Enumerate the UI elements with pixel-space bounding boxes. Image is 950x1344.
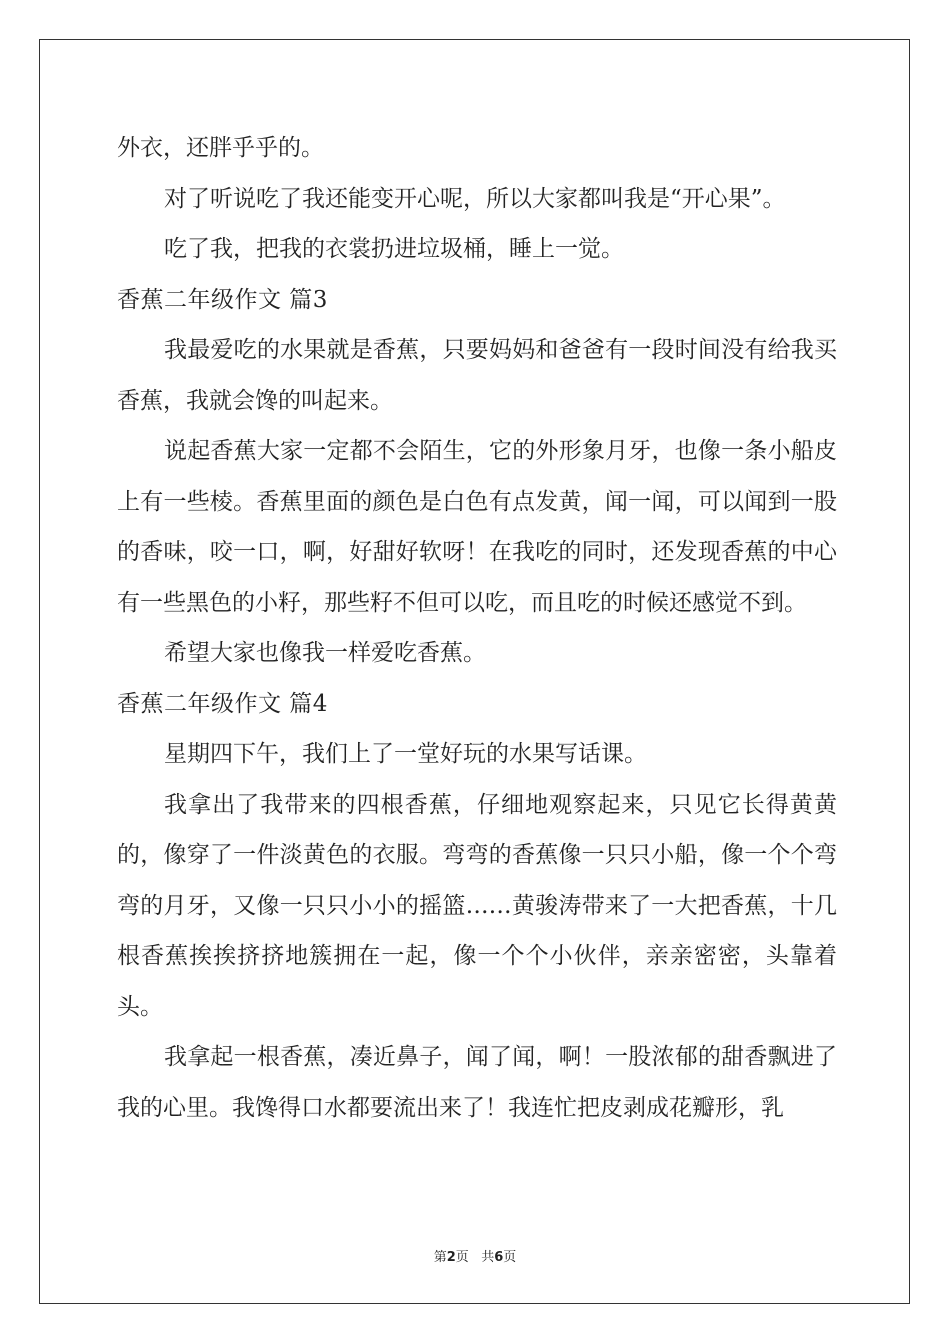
- paragraph: 外衣，还胖乎乎的。: [117, 135, 324, 161]
- page-suffix: 页: [455, 1250, 469, 1265]
- total-suffix: 页: [503, 1250, 517, 1265]
- total-prefix: 共: [481, 1250, 495, 1265]
- section-heading: 香蕉二年级作文 篇3: [117, 286, 328, 313]
- paragraph: 星期四下午，我们上了一堂好玩的水果写话课。: [164, 741, 647, 767]
- paragraph: 对了听说吃了我还能变开心呢，所以大家都叫我是“开心果”。: [164, 185, 786, 212]
- paragraph: 说起香蕉大家一定都不会陌生，它的外形象月牙，也像一条小船皮上有一些棱。香蕉里面的颜色是白色有点发黄，闻一闻，可以闻到一股的香味，咬一口，啊，好甜好软呀！在我吃的同时，还发现香蕉的中心有一些黑色的小籽，那些籽不但可以吃，而且吃的时候还感觉不到。: [117, 438, 837, 616]
- page-footer: [0, 1246, 950, 1265]
- paragraph: 希望大家也像我一样爱吃香蕉。: [164, 640, 486, 666]
- page-number: 2: [446, 1250, 456, 1265]
- document-body: [117, 123, 837, 1133]
- section-heading: 香蕉二年级作文 篇4: [117, 690, 328, 717]
- paragraph: 我拿出了我带来的四根香蕉，仔细地观察起来，只见它长得黄黄的，像穿了一件淡黄色的衣服。弯弯的香蕉像一只只小船，像一个个弯弯的月牙，又像一只只小小的摇篮……黄骏涛带来了一大把香蕉，十几根香蕉挨挨挤挤地簇拥在一起，像一个个小伙伴，亲亲密密，头靠着头。: [117, 791, 837, 1020]
- paragraph: 我拿起一根香蕉，凑近鼻子，闻了闻，啊！一股浓郁的甜香飘进了我的心里。我馋得口水都要流出来了！我连忙把皮剥成花瓣形，乳: [117, 1044, 837, 1121]
- paragraph: 吃了我，把我的衣裳扔进垃圾桶，睡上一觉。: [164, 236, 624, 262]
- paragraph: 我最爱吃的水果就是香蕉，只要妈妈和爸爸有一段时间没有给我买香蕉，我就会馋的叫起来。: [117, 337, 837, 414]
- total-pages: 6: [494, 1250, 504, 1265]
- page-prefix: 第: [433, 1250, 447, 1265]
